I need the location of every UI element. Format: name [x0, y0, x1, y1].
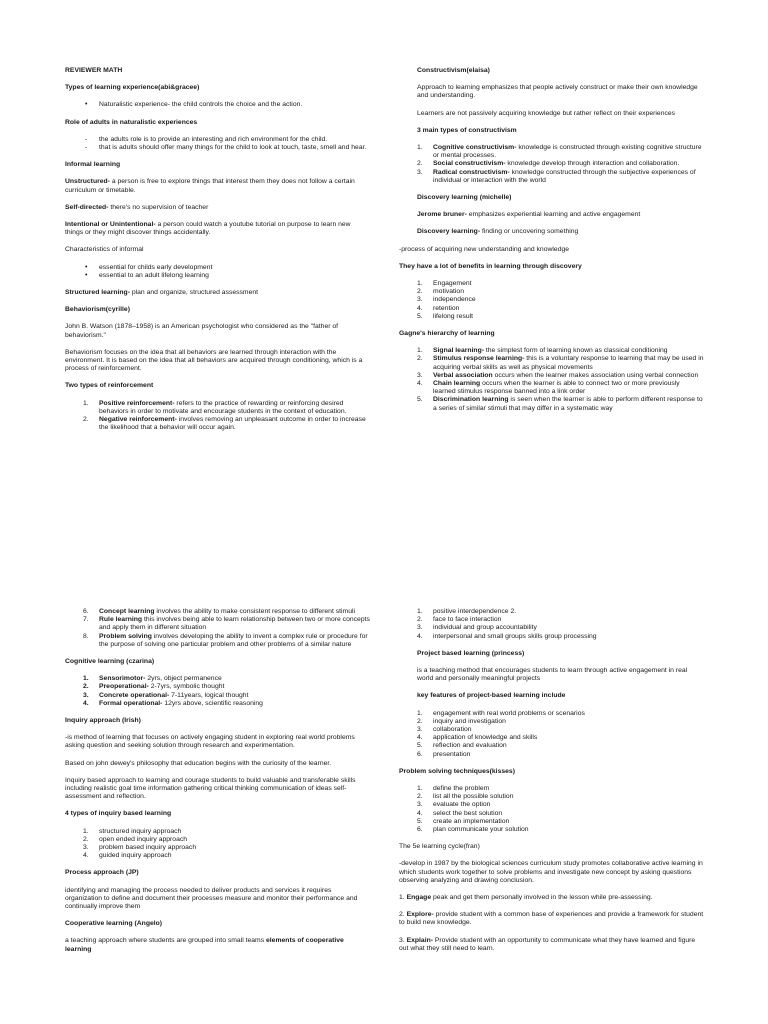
paragraph-5e-cycle: -develop in 1987 by the biological sciences curriculum study promotes collaborative active learning in which students work together to solve problems and investigate new concept by asking questions observing analyzing and drawing conclusion. — [399, 860, 703, 884]
heading-constructivism-types: 3 main types of constructivism — [417, 126, 517, 134]
list-item: 1. Signal learning- the simplest form of learning known as classical conditioning — [417, 347, 668, 355]
list-item: 4. select the best solution — [417, 809, 503, 817]
list-item: • essential to an adult lifelong learning — [85, 271, 209, 279]
benefits-list — [399, 280, 704, 321]
list-item: 3. evaluate the option — [417, 801, 491, 809]
reinforcement-list — [65, 400, 370, 433]
characteristics-list — [65, 264, 370, 280]
list-item: 2. Negative reinforcement- involves removing an unpleasant outcome in order to increase the likelihood that a behavior will occur again. — [83, 416, 366, 432]
list-item: 2. list all the possible solution — [417, 793, 514, 801]
dash-icon: - — [85, 135, 88, 143]
list-item: 2. face to face interaction — [417, 616, 502, 624]
heading-5e-cycle: The 5e learning cycle(fran) — [399, 843, 480, 851]
paragraph-inquiry-2: Based on john dewey's philosophy that education begins with the curiosity of the learner. — [65, 759, 332, 767]
heading-cooperative: Cooperative learning (Angelo) — [65, 920, 163, 928]
paragraph-project: is a teaching method that encourages students to learn through active engagement in real world and personally meaningful projects — [417, 667, 688, 683]
heading-project: Project based learning (princess) — [417, 649, 525, 657]
heading-discovery: Discovery learning (michelle) — [417, 194, 512, 202]
list-item: 3. collaboration — [417, 726, 472, 734]
role-list — [65, 136, 370, 152]
paragraph-structured: Structured learning- plan and organize, structured assessment — [65, 289, 259, 297]
heading-behaviorism: Behaviorism(cyrille) — [65, 306, 130, 314]
list-item: 4. Formal operational- 12yrs above, scientific reasoning — [83, 699, 263, 707]
list-item: 2. Stimulus response learning- this is a voluntary response to learning that may be used in acquiring verbal skills as well as physical movements — [417, 355, 704, 371]
list-item: 3. Concrete operational- 7-11years, logical thought — [83, 691, 249, 699]
paragraph-cooperative: a teaching approach where students are grouped into small teams elements of cooperative learning — [65, 937, 344, 953]
paragraph-process: identifying and managing the process needed to deliver products and services it requires organization to define and document their processes measure and monitor their performance and continually improve them — [65, 886, 358, 911]
dash-icon: - — [85, 144, 88, 152]
list-item: 4. application of knowledge and skills — [417, 734, 538, 742]
list-item: 5. Discrimination learning is seen when the learner is able to perform different response to a series of similar stimuli that may differ in a systematic way — [417, 396, 703, 412]
paragraph-intentional: Intentional or Unintentional- a person could watch a youtube tutorial on purpose to learn new things or they might discover things accidentally. — [65, 221, 351, 237]
paragraph-unstructured: Unstructured- a person is free to explore things that interest them they does not follow a certain curriculum or timetable. — [65, 178, 355, 194]
paragraph-behaviorism: Behaviorism focuses on the idea that all behaviors are learned through interaction with the environment. It is based on the idea that all behaviors are acquired through conditioning, which is a process of reinforcement. — [65, 348, 363, 373]
list-item: • essential for childs early development — [85, 263, 213, 271]
paragraph-constructivism-2: Learners are not passively acquiring knowledge but rather reflect on their experiences — [417, 109, 676, 117]
heading-gagne: Gagne's hierarchy of learning — [399, 330, 495, 338]
problem-solving-list — [399, 785, 704, 834]
cognitive-list — [65, 675, 370, 708]
list-item: 4. retention — [417, 304, 460, 312]
list-item: - that is adults should offer many things for the child to look at touch, taste, smell and hear. — [85, 144, 367, 152]
constructivism-types-list — [399, 144, 704, 185]
heading-informal-learning: Informal learning — [65, 161, 121, 169]
paragraph-characteristics: Characteristics of informal — [65, 246, 144, 254]
paragraph-explore: 2. Explore- provide student with a common base of experiences and provide a framework for student to build new knowledge. — [399, 911, 704, 927]
list-item: 8. Problem solving involves developing the ability to invent a complex rule or procedure for the purpose of solving one particular problem and other problems of a similar nature — [83, 632, 368, 648]
gagne-list — [399, 347, 704, 413]
page2-right-column — [399, 608, 704, 962]
bullet-icon: • — [85, 271, 88, 279]
list-item: 4. interpersonal and small groups skills group processing — [417, 632, 597, 640]
heading-features: key features of project-based learning include — [417, 692, 566, 700]
page2-left-column — [65, 608, 370, 963]
list-item: 5. lifelong result — [417, 312, 474, 320]
types-list — [65, 101, 370, 109]
list-item: 3. problem based inquiry approach — [83, 844, 197, 852]
inquiry-types-list — [65, 828, 370, 861]
list-item: 3. independence — [417, 296, 476, 304]
list-item: 3. individual and group accountability — [417, 624, 537, 632]
features-list — [399, 710, 704, 759]
paragraph-self-directed: Self-directed- there's no supervision of teacher — [65, 203, 209, 211]
list-item: • Naturalistic experience- the child controls the choice and the action. — [85, 101, 303, 109]
heading-reinforcement: Two types of reinforcement — [65, 382, 154, 390]
gagne-list-continued — [65, 608, 370, 649]
list-item: 4. Chain learning occurs when the learner is able to connect two or more previously learned stimulus response banned into a link order — [417, 380, 680, 396]
list-item: 1. Cognitive constructivism- knowledge is constructed through existing cognitive structure or mental processes. — [417, 144, 702, 160]
list-item: 2. inquiry and investigation — [417, 717, 506, 725]
list-item: 2. Preoperational- 2-7yrs, symbolic thought — [83, 683, 225, 691]
paragraph-watson: John B. Watson (1878–1958) is an American psychologist who considered as the "father of behaviorism." — [65, 323, 339, 339]
list-item: 1. define the problem — [417, 785, 490, 793]
heading-cognitive: Cognitive learning (czarina) — [65, 658, 155, 666]
list-item: - the adults role is to provide an interesting and rich environment for the child. — [85, 135, 328, 143]
paragraph-engage: 1. Engage peak and get them personally involved in the lesson while pre-assessing. — [399, 894, 653, 902]
heading-inquiry-types: 4 types of inquiry based learning — [65, 810, 172, 818]
bullet-icon: • — [85, 101, 88, 109]
heading-types-of-learning: Types of learning experience(abi&gracee) — [65, 84, 200, 92]
list-item: 3. Verbal association occurs when the learner makes association using verbal connection — [417, 371, 699, 379]
heading-constructivism: Constructivism(elaisa) — [417, 67, 490, 74]
document-title: REVIEWER MATH — [65, 67, 123, 74]
page1-left-column — [65, 67, 370, 441]
heading-inquiry: Inquiry approach (Irish) — [65, 717, 141, 725]
list-item: 2. open ended inquiry approach — [83, 835, 188, 843]
list-item: 2. motivation — [417, 288, 464, 296]
list-item: 2. Social constructivism- knowledge develop through interaction and collaboration. — [417, 160, 680, 168]
list-item: 3. Radical constructivism- knowledge constructed through the subjective experiences of individual or interaction with the world — [417, 168, 696, 184]
paragraph-constructivism-1: Approach to learning emphasizes that people actively construct or make their own knowledge and understanding. — [417, 84, 698, 100]
list-item: 4. guided inquiry approach — [83, 852, 172, 860]
list-item: 1. Sensorimotor- 2yrs, object permanence — [83, 675, 222, 683]
list-item: 7. Rule learning this involves being able to learn relationship between two or more concepts and apply them in different situation — [83, 616, 370, 632]
list-item: 6. Concept learning involves the ability to make consistent response to different stimuli — [83, 608, 355, 615]
page1-right-column — [399, 67, 704, 422]
list-item: 5. reflection and evaluation — [417, 742, 507, 750]
list-item: 1. engagement with real world problems or scenarios — [417, 709, 585, 717]
heading-role-of-adults: Role of adults in naturalistic experiences — [65, 118, 198, 126]
list-item: 5. create an implementation — [417, 817, 510, 825]
list-item: 1. structured inquiry approach — [83, 827, 182, 835]
paragraph-bruner: Jerome bruner- emphasizes experiential learning and active engagement — [417, 211, 641, 219]
list-item: 1. positive interdependence 2. — [417, 608, 517, 615]
heading-benefits: They have a lot of benefits in learning through discovery — [399, 262, 582, 270]
list-item: 1. Engagement — [417, 280, 472, 288]
list-item: 6. presentation — [417, 750, 471, 758]
paragraph-inquiry-1: -is method of learning that focuses on actively engaging student in exploring real world problems asking question and seeking solution through research and experimentation. — [65, 734, 355, 750]
paragraph-explain: 3. Explain- Provide student with an opportunity to communicate what they have learned and figure out what they still need to learn. — [399, 936, 696, 952]
list-item: 6. plan communicate your solution — [417, 826, 529, 834]
paragraph-process: -process of acquiring new understanding and knowledge — [399, 245, 570, 253]
cooperative-elements-list — [399, 608, 704, 641]
heading-problem-solving: Problem solving techniques(kisses) — [399, 767, 515, 775]
paragraph-discovery: Discovery learning- finding or uncovering something — [417, 228, 579, 236]
heading-process: Process approach (JP) — [65, 869, 139, 877]
list-item: 1. Positive reinforcement- refers to the practice of rewarding or reinforcing desired behaviors in order to motivate and encourage students in the context of education. — [83, 399, 347, 415]
paragraph-inquiry-3: Inquiry based approach to learning and courage students to build valuable and transferable skills including realistic goal time information gathering critical thinking communication of ideas self-assessment and reflection. — [65, 776, 356, 801]
bullet-icon: • — [85, 263, 88, 271]
